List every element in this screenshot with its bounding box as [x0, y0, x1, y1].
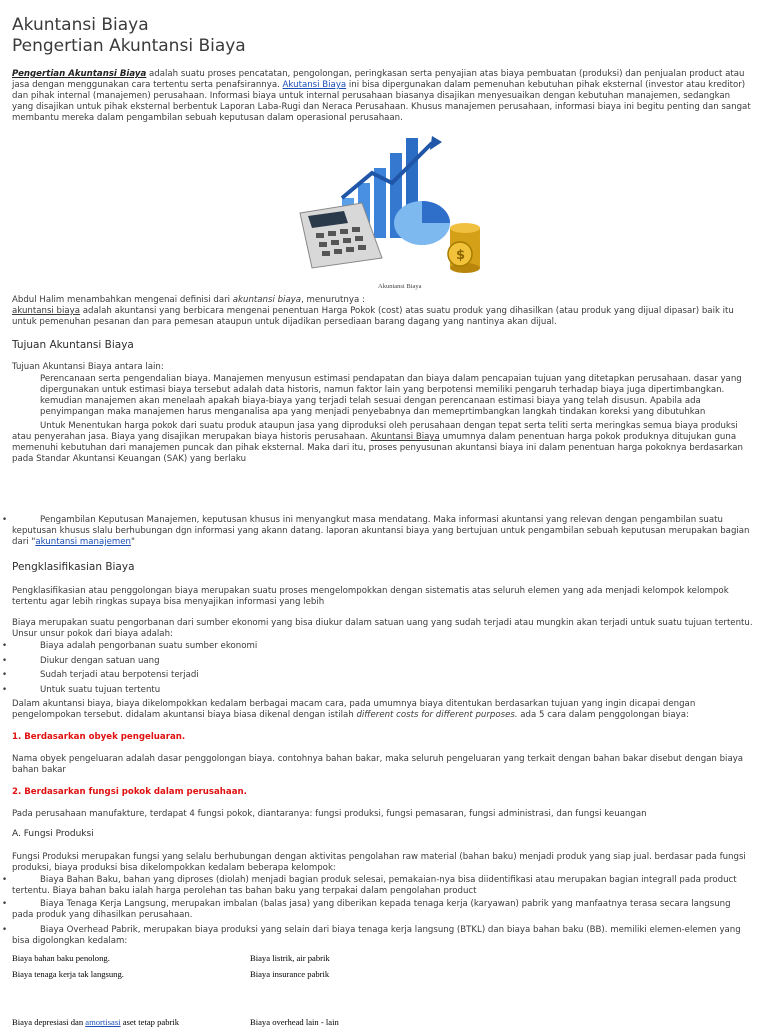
- tujuan-intro: Tujuan Akuntansi Biaya antara lain:: [12, 362, 164, 372]
- tujuan-heading: Tujuan Akuntansi Biaya: [12, 339, 134, 351]
- bullet-icon: •: [2, 685, 8, 695]
- fungsi-paragraph: Pada perusahaan manufakture, terdapat 4 fungsi pokok, diantaranya: fungsi produksi, fungsi pemasaran, fungsi administrasi, dan fungsi keuangan: [12, 809, 647, 819]
- klasifikasi-paragraph-2: Biaya merupakan suatu pengorbanan dari sumber ekonomi yang bisa diukur dalam satuan uang yang sudah terjadi atau mungkin akan terjadi untuk suatu tujuan tertentu. Unsur unsur pokok dari biaya adalah:: [12, 618, 753, 639]
- table-cell: Biaya depresiasi dan amortisasi aset tetap pabrik: [12, 1017, 180, 1027]
- tujuan-item-1: Perencanaan serta pengendalian biaya. Manajemen menyusun estimasi pendapatan dan biaya dalam pencapaian tujuan yang ditetapkan perusahaan. dasar yang dipergunakan untuk estimasi biaya tersebut adalah data historis, namun faktor lain yang berpotensi memiliki pengaruh terhadap biaya juga dipertimbangkan. kemudian manajemen akan menelaah apakah biaya-biaya yang terjadi telah sesuai dengan perencanaan estimasi biaya yang telah disusun. Apabila ada penyimpangan maka manajemen harus menganalisa apa yang menjadi penyebabnya dan memeprtimbangkan langkah tindakan koreksi yang dibutuhkan: [40, 374, 742, 417]
- table-cell: Biaya overhead lain - lain: [250, 1017, 339, 1027]
- fungsi-produksi-item: • Biaya Overhead Pabrik, merupakan biaya produksi yang selain dari biaya tenaga kerja langsung (BTKL) dan biaya bahan baku (BB). memiliki elemen-elemen yang bisa digolongkan kedalam:: [2, 925, 741, 946]
- unsur-item: • Untuk suatu tujuan tertentu: [2, 685, 161, 695]
- tujuan-item-2: Untuk Menentukan harga pokok dari suatu produk ataupun jasa yang diproduksi oleh perusahaan dengan tepat serta teliti serta meringkas semua biaya produksi atau penyerahan jasa. Biaya yang disajikan merupakan biaya historis perusahaan. Akuntansi Biaya umumnya dalam penentuan harga pokok produknya ditujukan guna memenuhi kebutuhan dari manajemen puncak dan pihak eksternal. Maka dari itu, proses penyusunan akuntansi biaya ini dalam penentuan harga pokoknya berdasarkan pada Standar Akuntansi Keuangan (SAK) yang berlaku: [12, 421, 743, 464]
- klasifikasi-heading: Pengklasifikasian Biaya: [12, 561, 135, 573]
- table-cell: Biaya insurance pabrik: [250, 969, 330, 979]
- unsur-item: • Biaya adalah pengorbanan suatu sumber ekonomi: [2, 641, 258, 651]
- akuntansi-manajemen-link[interactable]: akuntansi manajemen: [35, 537, 132, 547]
- page-subtitle: Pengertian Akuntansi Biaya: [12, 36, 246, 56]
- bullet-icon: •: [2, 875, 8, 885]
- fungsi-produksi-heading: A. Fungsi Produksi: [12, 829, 94, 839]
- akuntansi-biaya-link-2[interactable]: Akuntansi Biaya: [370, 432, 440, 442]
- table-cell: Biaya tenaga kerja tak langsung.: [12, 969, 124, 979]
- unsur-item: • Sudah terjadi atau berpotensi terjadi: [2, 670, 199, 680]
- image-caption: Akuntansi Biaya: [378, 283, 422, 290]
- bullet-icon: •: [2, 641, 8, 651]
- klasifikasi-paragraph-1: Pengklasifikasian atau penggolongan biaya merupakan suatu proses mengelompokkan dengan sistematis atas seluruh elemen yang ada menjadi kelompok kelompok tertentu agar lebih ringkas supaya bisa menyajikan informasi yang lebih: [12, 586, 729, 607]
- table-cell: Biaya listrik, air pabrik: [250, 953, 330, 963]
- fungsi-produksi-item: • Biaya Bahan Baku, bahan yang diproses (diolah) menjadi bagian produk selesai, pemakaian-nya bisa diidentifikasi atau merupakan bagian integrall pada product tertentu. Biaya bahan baku ialah harga perolehan tas bahan baku yang terpakai dalam pengolahan product: [2, 875, 737, 896]
- bullet-icon: •: [2, 670, 8, 680]
- bullet-icon: •: [2, 656, 8, 666]
- halim-paragraph: Abdul Halim menambahkan mengenai definisi dari akuntansi biaya, menurutnya : akuntansi biaya adalah akuntansi yang berbicara mengenai penentuan Harga Pokok (cost) atas suatu produk yang dihasilkan (atau produk yang dijual dipasar) baik itu untuk pemenuhan pesanan dan para pemesan ataupun untuk dijadikan persediaan barang dagang yang nantinya akan dijual.: [12, 295, 734, 327]
- bullet-icon: •: [2, 925, 8, 935]
- amortisasi-link[interactable]: amortisasi: [85, 1017, 121, 1027]
- akuntansi-biaya-link[interactable]: akuntansi biaya: [12, 306, 81, 316]
- intro-paragraph: Pengertian Akuntansi Biaya adalah suatu proses pencatatan, pengolongan, peringkasan serta penyajian atas biaya pembuatan (produksi) dan penjualan product atau jasa dengan menggunakan cara tertentu serta penafsirannya. Akutansi Biaya ini bisa dipergunakan dalam pemenuhan kebutuhan pihak eksternal (investor atau kreditor) dan pihak internal (manajemen) perusahaan. Informasi biaya untuk internal perusahaan biasanya disajikan menyesuaikan dengan kebutuhan manajemen, sedangkan yang disajikan untuk pihak eksternal berbentuk Laporan Laba-Rugi dan Neraca Perusahaan. Khusus manajemen perusahaan, informasi biaya ini begitu penting dan sangat membantu mereka dalam pengambilan sebuah keputusan dalam operasional perusahaan.: [12, 69, 751, 123]
- section-obyek-pengeluaran: 1. Berdasarkan obyek pengeluaran.: [12, 732, 186, 742]
- accounting-illustration: [282, 128, 492, 278]
- klasifikasi-paragraph-3: Dalam akuntansi biaya, biaya dikelompokkan kedalam berbagai macam cara, pada umumnya biaya ditentukan berdasarkan tujuan yang ingin dicapai dengan pengelompokan tersebut. didalam akuntansi biaya biasa dikenal dengan istilah different costs for different purposes. ada 5 cara dalam penggolongan biaya:: [12, 699, 696, 720]
- section-fungsi-pokok: 2. Berdasarkan fungsi pokok dalam perusahaan.: [12, 787, 247, 797]
- bullet-icon: •: [2, 899, 8, 909]
- tujuan-item-3: • Pengambilan Keputusan Manajemen, keputusan khusus ini menyangkut masa mendatang. Maka informasi akuntansi yang relevan dengan pengambilan suatu keputusan khusus slalu berhubungan dgn informasi yang akann datang. laporan akuntansi biaya yang bertujuan untuk pengambilan sebuah keputusan merupakan bagian dari "akuntansi manajemen": [2, 515, 750, 547]
- unsur-item: • Diukur dengan satuan uang: [2, 656, 160, 666]
- akutansi-biaya-link[interactable]: Akutansi Biaya: [282, 80, 347, 90]
- fungsi-produksi-paragraph: Fungsi Produksi merupakan fungsi yang selalu berhubungan dengan aktivitas pengolahan raw material (bahan baku) menjadi produk yang siap jual. berdasar pada fungsi produksi, biaya produksi bisa dikelompokkan kedalam beberapa kelompok:: [12, 852, 746, 873]
- pengertian-link[interactable]: Pengertian Akuntansi Biaya: [12, 69, 147, 79]
- page-title: Akuntansi Biaya: [12, 15, 149, 35]
- bullet-icon: •: [2, 515, 8, 525]
- fungsi-produksi-item: • Biaya Tenaga Kerja Langsung, merupakan imbalan (balas jasa) yang diberikan kepada tenaga kerja (karyawan) pabrik yang manfaatnya terasa secara langsung pada produk yang dihasilkan perusahaan.: [2, 899, 731, 920]
- svg-text:$: $: [456, 248, 466, 263]
- obyek-paragraph: Nama obyek pengeluaran adalah dasar penggolongan biaya. contohnya bahan bakar, maka seluruh pengeluaran yang terkait dengan bahan bakar disebut dengan biaya bahan bakar: [12, 754, 744, 775]
- table-cell: Biaya bahan baku penolong.: [12, 953, 110, 963]
